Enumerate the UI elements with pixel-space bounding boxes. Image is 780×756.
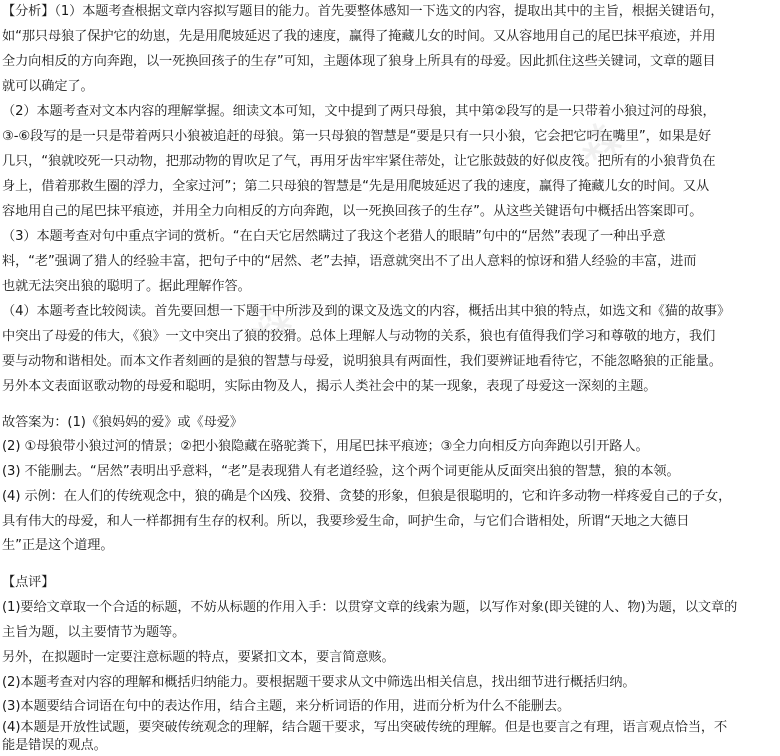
answer-line: (3) 不能删去。“居然”表明出乎意料，“老”是表现猎人有老道经验，这个两个词更能从反面突出狼的智慧，狼的本领。 bbox=[2, 464, 680, 479]
analysis-line: 中突出了母爱的伟大，《狼》一文中突出了狼的狡猾。总体上理解人与动物的关系，狼也有值得我们学习和尊敬的地方，我们 bbox=[2, 329, 716, 344]
comment-heading: 【点评】 bbox=[2, 575, 55, 590]
analysis-heading: 【分析】 bbox=[2, 4, 55, 19]
comment-line: (2)本题考查对内容的理解和概括归纳能力。要根据题干要求从文中筛选出相关信息，找出细节进行概括归纳。 bbox=[2, 675, 636, 690]
analysis-line: ③-⑥段写的是一只是带着两只小狼被追赶的母狼。第一只母狼的智慧是“要是只有一只小狼，它会把它叼在嘴里”，如果是好 bbox=[2, 129, 712, 144]
comment-line: 另外，在拟题时一定要注意标题的特点，要紧扣文本，要言简意赅。 bbox=[2, 650, 395, 665]
comment-line: 能是错误的观点。 bbox=[2, 738, 107, 753]
answer-line: 具有伟大的母爱，和人一样都拥有生存的权利。所以，我要珍爱生命，呵护生命，与它们合谐相处，所谓“天地之大德日 bbox=[2, 514, 690, 529]
analysis-line: （3）本题考查对句中重点字词的赏析。“在白天它居然瞒过了我这个老猎人的眼睛”句中的“居然”表现了一种出乎意 bbox=[2, 229, 666, 244]
analysis-line: 料，“老”强调了猎人的经验丰富，把句子中的“居然、老”去掉，语意就突出不了出人意料的惊讶和猎人经验的丰富，进而 bbox=[2, 254, 697, 269]
analysis-line: 全力向相反的方向奔跑，以一死换回孩子的生存”可知，主题体现了狼身上所具有的母爱。因此抓住这些关键词，文章的题目 bbox=[2, 54, 716, 69]
analysis-line: 几只，“狼就咬死一只动物，把那动物的胃吹足了气，再用牙齿牢牢紧住蒂处，让它胀鼓鼓的好似皮筏。把所有的小狼背负在 bbox=[2, 154, 716, 169]
analysis-line: 要与动物和谐相处。而本文作者刻画的是狼的智慧与母爱，说明狼具有两面性，我们要辨证地看待它，不能忽略狼的正能量。 bbox=[2, 354, 722, 369]
watermark: ⁂ bbox=[573, 114, 628, 172]
analysis-line: 【分析】（1）本题考查根据文章内容拟写题目的能力。首先要整体感知一下选文的内容，提取出其中的主旨，根据关键语句， bbox=[2, 4, 724, 19]
analysis-line: （2）本题考查对文本内容的理解掌握。细读文本可知，文中提到了两只母狼，其中第②段写的是一只带着小狼过河的母狼， bbox=[2, 104, 716, 119]
analysis-line: 也就无法突出狼的聪明了。据此理解作答。 bbox=[2, 279, 251, 294]
analysis-line: 容地用自己的尾巴抹平痕迹，并用全力向相反的方向奔跑，以一死换回孩子的生存”。从这些关键语句中概括出答案即可。 bbox=[2, 204, 703, 219]
comment-line: (1)要给文章取一个合适的标题，不妨从标题的作用入手：以贯穿文章的线索为题，以写作对象(即关键的人、物)为题，以文章的 bbox=[2, 600, 738, 615]
analysis-line: 就可以确定了。 bbox=[2, 79, 94, 94]
answer-line: 生”正是这个道理。 bbox=[2, 538, 114, 553]
analysis-line: （4）本题考查比较阅读。首先要回想一下题干中所涉及到的课文及选文的内容，概括出其中狼的特点，如选文和《猫的故事》 bbox=[2, 304, 731, 319]
comment-line: (3)本题要结合词语在句中的表达作用，结合主题，来分析词语的作用，进而分析为什么不能删去。 bbox=[2, 699, 571, 714]
analysis-line: 身上，借着那救生圈的浮力，全家过河”；第二只母狼的智慧是“先是用爬坡延迟了我的速度，赢得了掩藏儿女的时间。又从 bbox=[2, 179, 710, 194]
comment-line: (4)本题是开放性试题，要突破传统观念的理解，结合题干要求，写出突破传统的理解。但是也要言之有理，语言观点恰当，不 bbox=[2, 720, 728, 735]
answer-line: (4) 示例：在人们的传统观念中，狼的确是个凶残、狡猾、贪婪的形象，但狼是很聪明的，它和许多动物一样疼爱自己的子女， bbox=[2, 489, 732, 504]
analysis-line: 另外本文表面讴歌动物的母爱和聪明，实际由物及人，揭示人类社会中的某一现象，表现了母爱这一深刻的主题。 bbox=[2, 379, 657, 394]
analysis-line: 如“那只母狼了保护它的幼崽，先是用爬坡延迟了我的速度，赢得了掩藏儿女的时间。又从容地用自己的尾巴抹平痕迹，并用 bbox=[2, 29, 716, 44]
watermark: ⁂ bbox=[243, 294, 298, 352]
answer-line: 故答案为：(1)《狼妈妈的爱》或《母爱》 bbox=[2, 415, 243, 430]
answer-line: (2) ①母狼带小狼过河的情景；②把小狼隐藏在骆驼粪下，用尾巴抹平痕迹；③全力向相反方向奔跑以引开路人。 bbox=[2, 439, 649, 454]
comment-line: 主旨为题，以主要情节为题等。 bbox=[2, 625, 186, 640]
